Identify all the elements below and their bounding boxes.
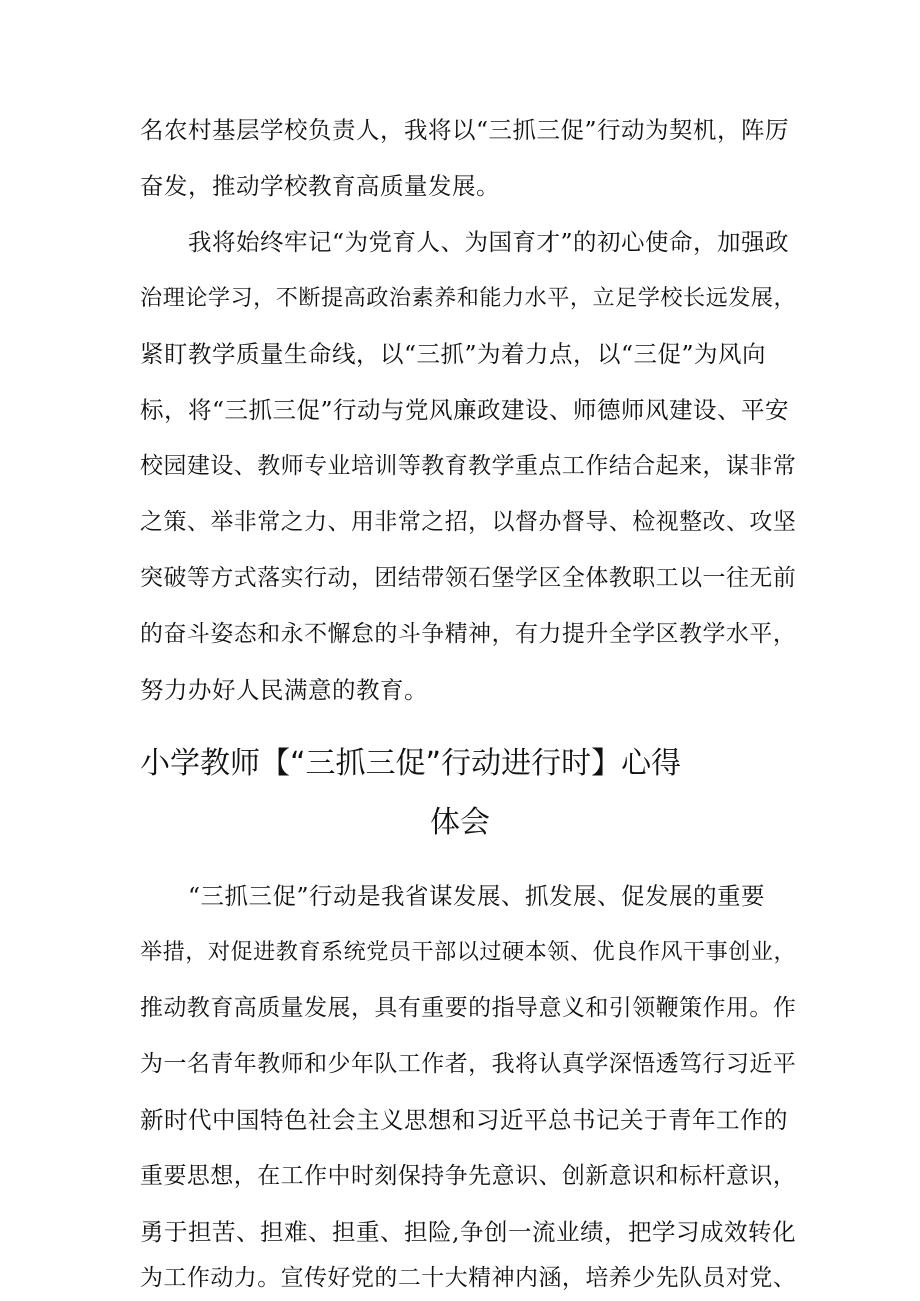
paragraph-line: 校园建设、教师专业培训等教育教学重点工作结合起来，谋非常	[140, 453, 797, 479]
paragraph-line: 重要思想，在工作中时刻保持争先意识、创新意识和标杆意识，	[140, 1163, 797, 1189]
paragraph-line: 我将始终牢记“为党育人、为国育才”的初心使命，加强政	[188, 228, 790, 256]
paragraph-line: 新时代中国特色社会主义思想和习近平总书记关于青年工作的	[140, 1106, 788, 1134]
paragraph-line: 举措，对促进教育系统党员干部以过硬本领、优良作风干事创业，	[140, 939, 797, 965]
paragraph-line: 努力办好人民满意的教育。	[140, 676, 428, 704]
paragraph-line: 治理论学习，不断提高政治素养和能力水平，立足学校长远发展，	[140, 285, 797, 311]
heading-line-2: 体会	[430, 805, 490, 840]
paragraph-line: 勇于担苦、担难、担重、担险,争创一流业绩，把学习成效转化	[140, 1218, 796, 1246]
paragraph-line: 紧盯教学质量生命线，以“三抓”为着力点，以“三促”为风向	[140, 340, 767, 368]
paragraph-line: 名农村基层学校负责人，我将以“三抓三促”行动为契机，阵厉	[140, 116, 790, 144]
heading-line-1: 小学教师【“三抓三促”行动进行时】心得	[140, 746, 682, 781]
paragraph-line: 标，将“三抓三促”行动与党风廉政建设、师德师风建设、平安	[140, 396, 790, 424]
paragraph-line: 的奋斗姿态和永不懈怠的斗争精神，有力提升全学区教学水平，	[140, 621, 797, 647]
paragraph-line: 奋发，推动学校教育高质量发展。	[140, 172, 500, 200]
paragraph-line: “三抓三促”行动是我省谋发展、抓发展、促发展的重要	[188, 882, 766, 910]
paragraph-line: 推动教育高质量发展，具有重要的指导意义和引领鞭策作用。作	[140, 995, 797, 1021]
paragraph-line: 之策、举非常之力、用非常之招，以督办督导、检视整改、攻坚	[140, 509, 797, 535]
paragraph-line: 为一名青年教师和少年队工作者，我将认真学深悟透笃行习近平	[140, 1051, 797, 1077]
paragraph-line: 突破等方式落实行动，团结带领石堡学区全体教职工以一往无前	[140, 565, 797, 591]
paragraph-line: 为工作动力。宣传好党的二十大精神内涵，培养少先队员对党、	[140, 1265, 797, 1291]
